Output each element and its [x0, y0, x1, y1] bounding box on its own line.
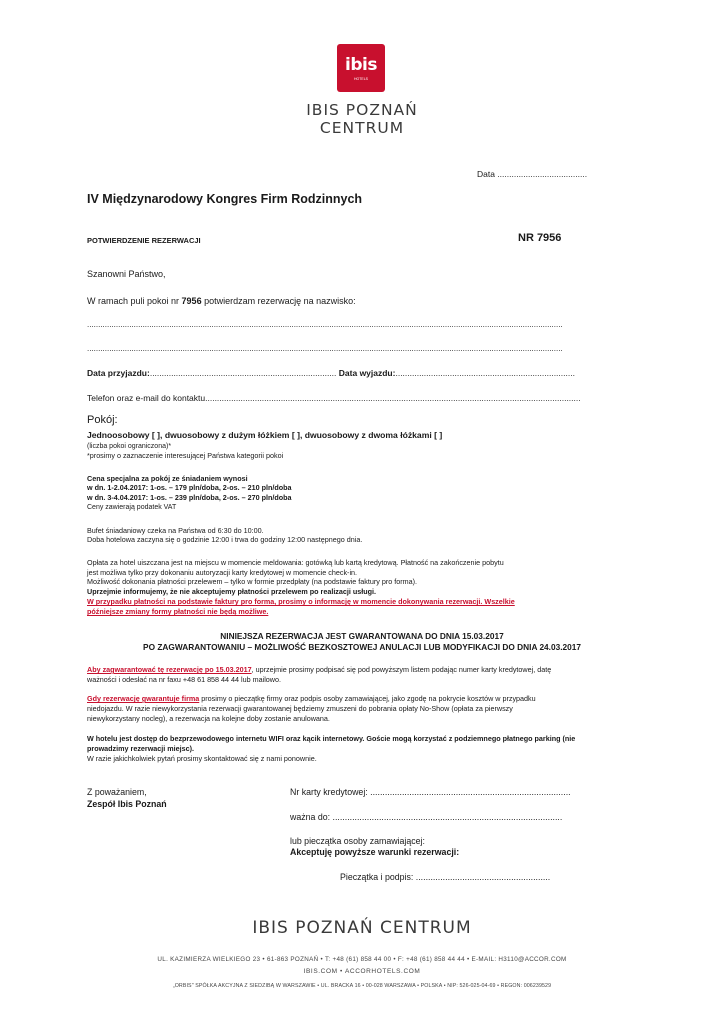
payment-line-6: późniejsze zmiany formy płatności nie będą możliwe.	[87, 607, 269, 616]
date-field: Data ......................................	[477, 169, 588, 179]
closing-team: Zespół Ibis Poznań	[87, 799, 167, 809]
signature-dots: .......................................................	[415, 872, 551, 882]
name-line-1: ......................................................................................................................................................................................................................	[87, 320, 563, 329]
card-number-line	[290, 787, 635, 797]
contact-dots: ...............................................................................................................................................................	[205, 393, 581, 403]
breakfast-line-2: Doba hotelowa zaczyna się o godzinie 12:00 i trwa do godziny 12:00 następnego dnia.	[87, 535, 363, 544]
guarantee-p1-red: Aby zagwarantować tę rezerwację po 15.03.2017	[87, 665, 252, 674]
footer-legal	[100, 974, 624, 992]
rooms-heading: Pokój:	[87, 414, 118, 426]
payment-line-4: Uprzejmie informujemy, że nie akceptujemy płatności przelewem po realizacji usługi.	[87, 587, 377, 596]
room-types: Jednoosobowy [ ], dwuosobowy z dużym łóżkiem [ ], dwuosobowy z dwoma łóżkami [ ]	[87, 430, 443, 440]
payment-line-3: Możliwość dokonania płatności przelewem – tylko w formie przedpłaty (na podstawie faktury pro forma).	[87, 577, 417, 586]
departure-label: Data wyjazdu:	[338, 368, 396, 378]
closing-regards: Z poważaniem,	[87, 787, 147, 797]
price-heading: Cena specjalna za pokój ze śniadaniem wynosi	[87, 474, 248, 483]
guarantee-p2-red: Gdy rezerwację gwarantuje firma	[87, 694, 200, 703]
arrival-dots: ...............................................................................	[149, 368, 337, 378]
price-line-2: w dn. 3-4.04.2017: 1-os. – 239 pln/doba, 2-os. – 270 pln/doba	[87, 493, 292, 502]
logo-subtext: HOTELS	[353, 77, 368, 81]
card-accept: Akceptuję powyższe warunki rezerwacji:	[290, 847, 460, 857]
ibis-logo	[337, 44, 385, 92]
footer-legal-text: „ORBIS" SPÓŁKA AKCYJNA Z SIEDZIBĄ W WARSZAWIE • UL. BRACKA 16 • 00-028 WARSZAWA • POLSKA • NIP: 526-025-04-69 • REGON: 006239529	[172, 983, 552, 989]
price-vat: Ceny zawierają podatek VAT	[87, 504, 177, 511]
contact-label: Telefon oraz e-mail do kontaktu	[87, 393, 206, 403]
logo-text: ibis	[345, 55, 377, 75]
guarantee-p2-line3: niewykorzystany nocleg), a rezerwacja na kolejne doby zostanie anulowana.	[87, 714, 330, 723]
arrival-label: Data przyjazdu:	[87, 368, 150, 378]
contact-line	[87, 393, 632, 403]
footer-address-text: UL. KAZIMIERZA WIELKIEGO 23 • 61-863 POZNAŃ • T: +48 (61) 858 44 00 • F: +48 (61) 858 44 44 • E-MAIL: H3110@ACCOR.COM	[157, 956, 567, 963]
guarantee-title-1: NINIEJSZA REZERWACJA JEST GWARANTOWANA DO DNIA 15.03.2017	[220, 631, 504, 641]
departure-dots: ............................................................................	[395, 368, 575, 378]
guarantee-p2	[87, 694, 536, 703]
card-valid-dots: ..............................................................................................	[332, 812, 563, 822]
guarantee-p1-line2: ważności i odesłać na nr faxu +48 61 858 44 44 lub mailowo.	[87, 675, 281, 684]
guarantee-p1	[87, 665, 551, 674]
card-stamp-label: lub pieczątka osoby zamawiającej:	[290, 836, 425, 846]
header-hotel-name: IBIS POZNAŃ CENTRUM	[306, 101, 418, 137]
wifi-line-1: W hotelu jest dostęp do bezprzewodowego internetu WIFI oraz kącik internetowy. Goście mogą korzystać z podziemnego płatnego parking (nie	[87, 734, 576, 743]
intro-text	[87, 296, 356, 306]
greeting: Szanowni Państwo,	[87, 269, 166, 279]
payment-line-1: Opłata za hotel uiszczana jest na miejscu w momencie meldowania: gotówką lub kartą kredytową. Płatność na zakończenie pobytu	[87, 558, 504, 567]
guarantee-title-2: PO ZAGWARANTOWANIU – MOŻLIWOŚĆ BEZKOSZTOWEJ ANULACJI LUB MODYFIKACJI DO DNIA 24.03.2017	[143, 642, 581, 652]
price-line-1: w dn. 1-2.04.2017: 1-os. – 179 pln/doba, 2-os. – 210 pln/doba	[87, 483, 292, 492]
signature-label: Pieczątka i podpis:	[340, 872, 416, 882]
guarantee-p2-line2: niedojazdu. W razie niewykorzystania rezerwacji gwarantowanej będziemy zmuszeni do pobrania opłaty No-Show (opłata za pierwszy	[87, 704, 513, 713]
card-valid-line	[290, 812, 635, 822]
rooms-note: *prosimy o zaznaczenie interesującej Państwa kategorii pokoi	[87, 451, 284, 460]
signature-line	[340, 872, 550, 882]
footer-hotel-name: IBIS POZNAŃ CENTRUM	[252, 918, 472, 938]
rooms-limited: (liczba pokoi ograniczona)*	[87, 443, 172, 450]
name-line-2: ......................................................................................................................................................................................................................	[87, 344, 563, 353]
arrival-departure-line	[87, 368, 632, 378]
footer-web-text: IBIS.COM • ACCORHOTELS.COM	[303, 968, 421, 975]
page-title: IV Międzynarodowy Kongres Firm Rodzinnych	[87, 192, 363, 206]
card-valid-label: ważna do:	[290, 812, 333, 822]
breakfast-line-1: Bufet śniadaniowy czeka na Państwa od 6:30 do 10:00.	[87, 526, 264, 535]
intro-after: potwierdzam rezerwację na nazwisko:	[201, 296, 356, 306]
intro-before: W ramach puli pokoi nr	[87, 296, 182, 306]
guarantee-p2-rest: prosimy o pieczątkę firmy oraz podpis osoby zamawiającej, jako zgodę na pokrycie kosztów w przypadku	[199, 694, 536, 703]
card-number-dots: ..................................................................................	[370, 787, 571, 797]
intro-number: 7956	[181, 296, 202, 306]
wifi-line-3: W razie jakichkolwiek pytań prosimy skontaktować się z nami ponownie.	[87, 754, 317, 763]
card-number-label: Nr karty kredytowej:	[290, 787, 371, 797]
payment-line-2: jest możliwa tylko przy dokonaniu autoryzacji karty kredytowej w momencie check-in.	[87, 568, 358, 577]
confirmation-label: POTWIERDZENIE REZERWACJI	[87, 236, 201, 245]
wifi-line-2: prowadzimy rezerwacji miejsc).	[87, 744, 195, 753]
guarantee-p1-rest: , uprzejmie prosimy podpisać się pod powyższym listem podając numer karty kredytowej, datę	[251, 665, 552, 674]
payment-line-5: W przypadku płatności na podstawie faktury pro forma, prosimy o informację w momencie dokonywania rezerwacji. Wszelkie	[87, 597, 515, 606]
reservation-number: NR 7956	[518, 232, 562, 244]
